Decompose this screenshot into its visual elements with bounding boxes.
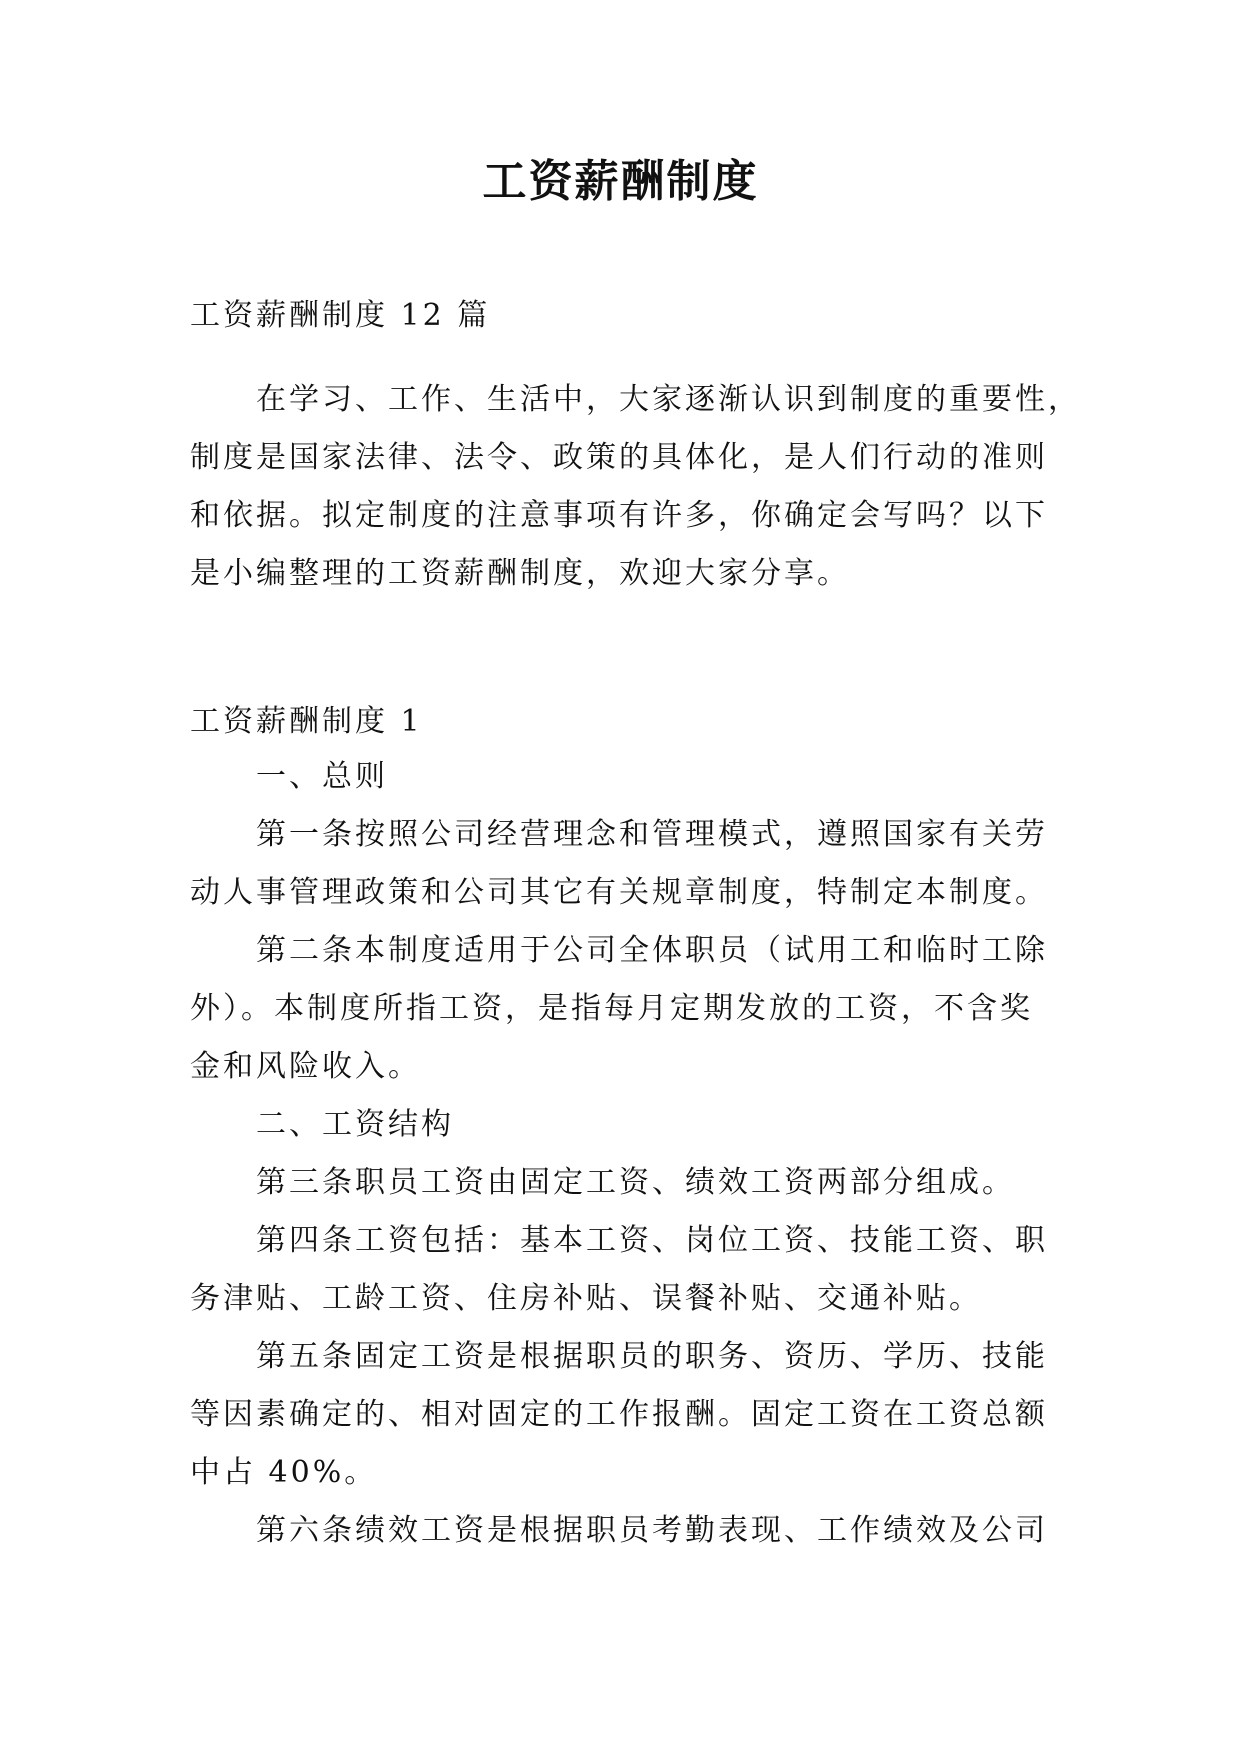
body-line: 第二条本制度适用于公司全体职员（试用工和临时工除: [256, 933, 1048, 968]
intro-line: 和依据。拟定制度的注意事项有许多，你确定会写吗？以下: [190, 498, 1048, 533]
body-line: 动人事管理政策和公司其它有关规章制度，特制定本制度。: [190, 875, 1048, 910]
body-line: 第三条职员工资由固定工资、绩效工资两部分组成。: [256, 1165, 1015, 1200]
document-subtitle: 工资薪酬制度 12 篇: [190, 298, 491, 333]
body-line: 金和风险收入。: [190, 1049, 421, 1084]
document-title: 工资薪酬制度: [482, 156, 759, 207]
body-line: 第六条绩效工资是根据职员考勤表现、工作绩效及公司: [256, 1513, 1048, 1548]
body-line: 中占 40%。: [190, 1455, 378, 1490]
intro-paragraph: [190, 371, 1081, 603]
intro-line: 制度是国家法律、法令、政策的具体化，是人们行动的准则: [190, 440, 1048, 475]
intro-line: 在学习、工作、生活中，大家逐渐认识到制度的重要性，: [256, 382, 1081, 417]
body-line: 第五条固定工资是根据职员的职务、资历、学历、技能: [256, 1339, 1048, 1374]
body-line: 务津贴、工龄工资、住房补贴、误餐补贴、交通补贴。: [190, 1281, 982, 1316]
body-line: 外）。本制度所指工资，是指每月定期发放的工资，不含奖: [190, 991, 1033, 1026]
body-line: 一、总则: [256, 759, 388, 794]
intro-line: 是小编整理的工资薪酬制度，欢迎大家分享。: [190, 556, 850, 591]
body-line: 等因素确定的、相对固定的工作报酬。固定工资在工资总额: [190, 1397, 1048, 1432]
body-line: 二、工资结构: [256, 1107, 454, 1142]
body-line: 第四条工资包括：基本工资、岗位工资、技能工资、职: [256, 1223, 1048, 1258]
section-title: 工资薪酬制度 1: [190, 704, 423, 739]
section-body: [190, 748, 1070, 1560]
body-line: 第一条按照公司经营理念和管理模式，遵照国家有关劳: [256, 817, 1048, 852]
